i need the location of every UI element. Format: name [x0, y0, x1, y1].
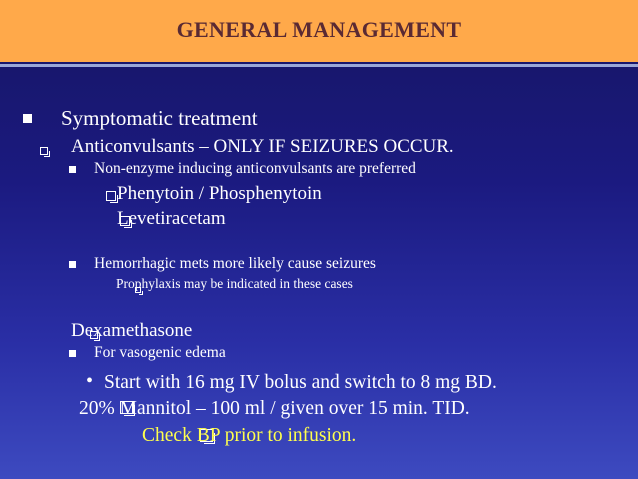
item-mannitol: 20% Mannitol – 100 ml / given over 15 min. TID. — [79, 398, 470, 419]
item-check-bp: Check BP prior to infusion. — [142, 425, 357, 446]
item-phenytoin: Phenytoin / Phosphenytoin — [117, 183, 322, 204]
checkbox-bullet-icon — [40, 147, 48, 155]
item-symptomatic-treatment: Symptomatic treatment — [61, 106, 258, 130]
item-prophylaxis: Prophylaxis may be indicated in these cases — [116, 276, 353, 291]
item-vasogenic-edema: For vasogenic edema — [94, 344, 226, 361]
square-bullet-icon — [69, 261, 76, 268]
checkbox-bullet-icon — [106, 191, 116, 201]
slide-title: GENERAL MANAGEMENT — [176, 17, 462, 42]
item-levetiracetam: Levetiracetam — [117, 208, 226, 229]
square-bullet-icon — [69, 350, 76, 357]
item-dexamethasone: Dexamethasone — [71, 320, 193, 341]
square-bullet-icon — [69, 166, 76, 173]
square-bullet-icon — [23, 114, 32, 123]
item-hemorrhagic: Hemorrhagic mets more likely cause seizures — [94, 255, 376, 272]
item-non-enzyme: Non-enzyme inducing anticonvulsants are preferred — [94, 160, 416, 177]
item-start-dose: Start with 16 mg IV bolus and switch to 8 mg BD. — [104, 372, 497, 393]
title-divider — [0, 64, 638, 67]
dot-bullet: • — [86, 370, 94, 392]
item-anticonvulsants: Anticonvulsants – ONLY IF SEIZURES OCCUR. — [71, 136, 454, 157]
